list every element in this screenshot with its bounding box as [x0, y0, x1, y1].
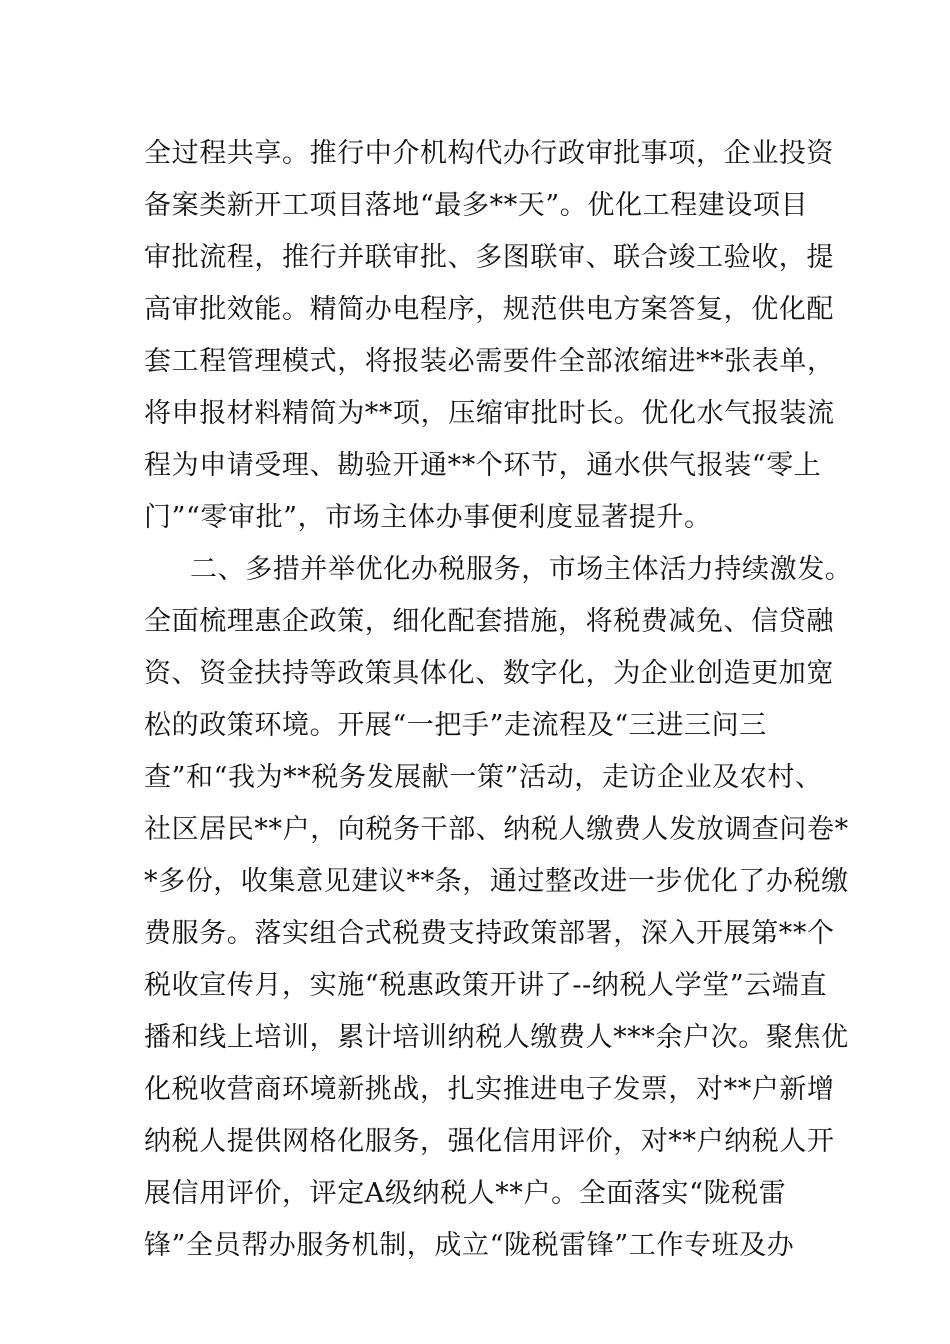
text-line-19: 化税收营商环境新挑战，扎实推进电子发票，对**户新增: [144, 1074, 835, 1105]
text-line-13: 查”和“我为**税务发展献一策”活动，走访企业及农村、: [144, 762, 823, 793]
text-line-16: 费服务。落实组合式税费支持政策部署，深入开展第**个: [144, 918, 835, 949]
text-line-8: 门”“零审批”，市场主体办事便利度显著提升。: [144, 502, 712, 533]
text-line-20: 纳税人提供网格化服务，强化信用评价，对**户纳税人开: [144, 1126, 835, 1157]
text-line-21: 展信用评价，评定A级纳税人**户。全面落实“陇税雷: [144, 1178, 787, 1209]
text-line-22: 锋”全员帮办服务机制，成立“陇税雷锋”工作专班及办: [144, 1230, 795, 1261]
text-line-11: 资、资金扶持等政策具体化、数字化，为企业创造更加宽: [144, 658, 834, 689]
text-line-15: *多份，收集意见建议**条，通过整改进一步优化了办税缴: [144, 866, 849, 897]
text-line-6: 将申报材料精简为**项，压缩审批时长。优化水气报装流: [144, 398, 835, 429]
text-line-12: 松的政策环境。开展“一把手”走流程及“三进三问三: [144, 710, 767, 741]
text-line-18: 播和线上培训，累计培训纳税人缴费人***余户次。聚焦优: [144, 1022, 849, 1053]
text-line-5: 套工程管理模式，将报装必需要件全部浓缩进**张表单，: [144, 346, 835, 377]
text-line-14: 社区居民**户，向税务干部、纳税人缴费人发放调查问卷*: [144, 814, 849, 845]
text-line-10: 全面梳理惠企政策，细化配套措施，将税费减免、信贷融: [144, 606, 834, 637]
text-line-17: 税收宣传月，实施“税惠政策开讲了--纳税人学堂”云端直: [144, 970, 828, 1001]
section-heading-2: 二、多措并举优化办税服务，市场主体活力持续激发。: [190, 554, 853, 585]
text-line-7: 程为申请受理、勘验开通**个环节，通水供气报装“零上: [144, 450, 822, 481]
text-line-4: 高审批效能。精简办电程序，规范供电方案答复，优化配: [144, 294, 834, 325]
text-line-1: 全过程共享。推行中介机构代办行政审批事项，企业投资: [144, 138, 834, 169]
text-line-2: 备案类新开工项目落地“最多**天”。优化工程建设项目: [144, 190, 809, 221]
text-line-3: 审批流程，推行并联审批、多图联审、联合竣工验收，提: [144, 242, 834, 273]
